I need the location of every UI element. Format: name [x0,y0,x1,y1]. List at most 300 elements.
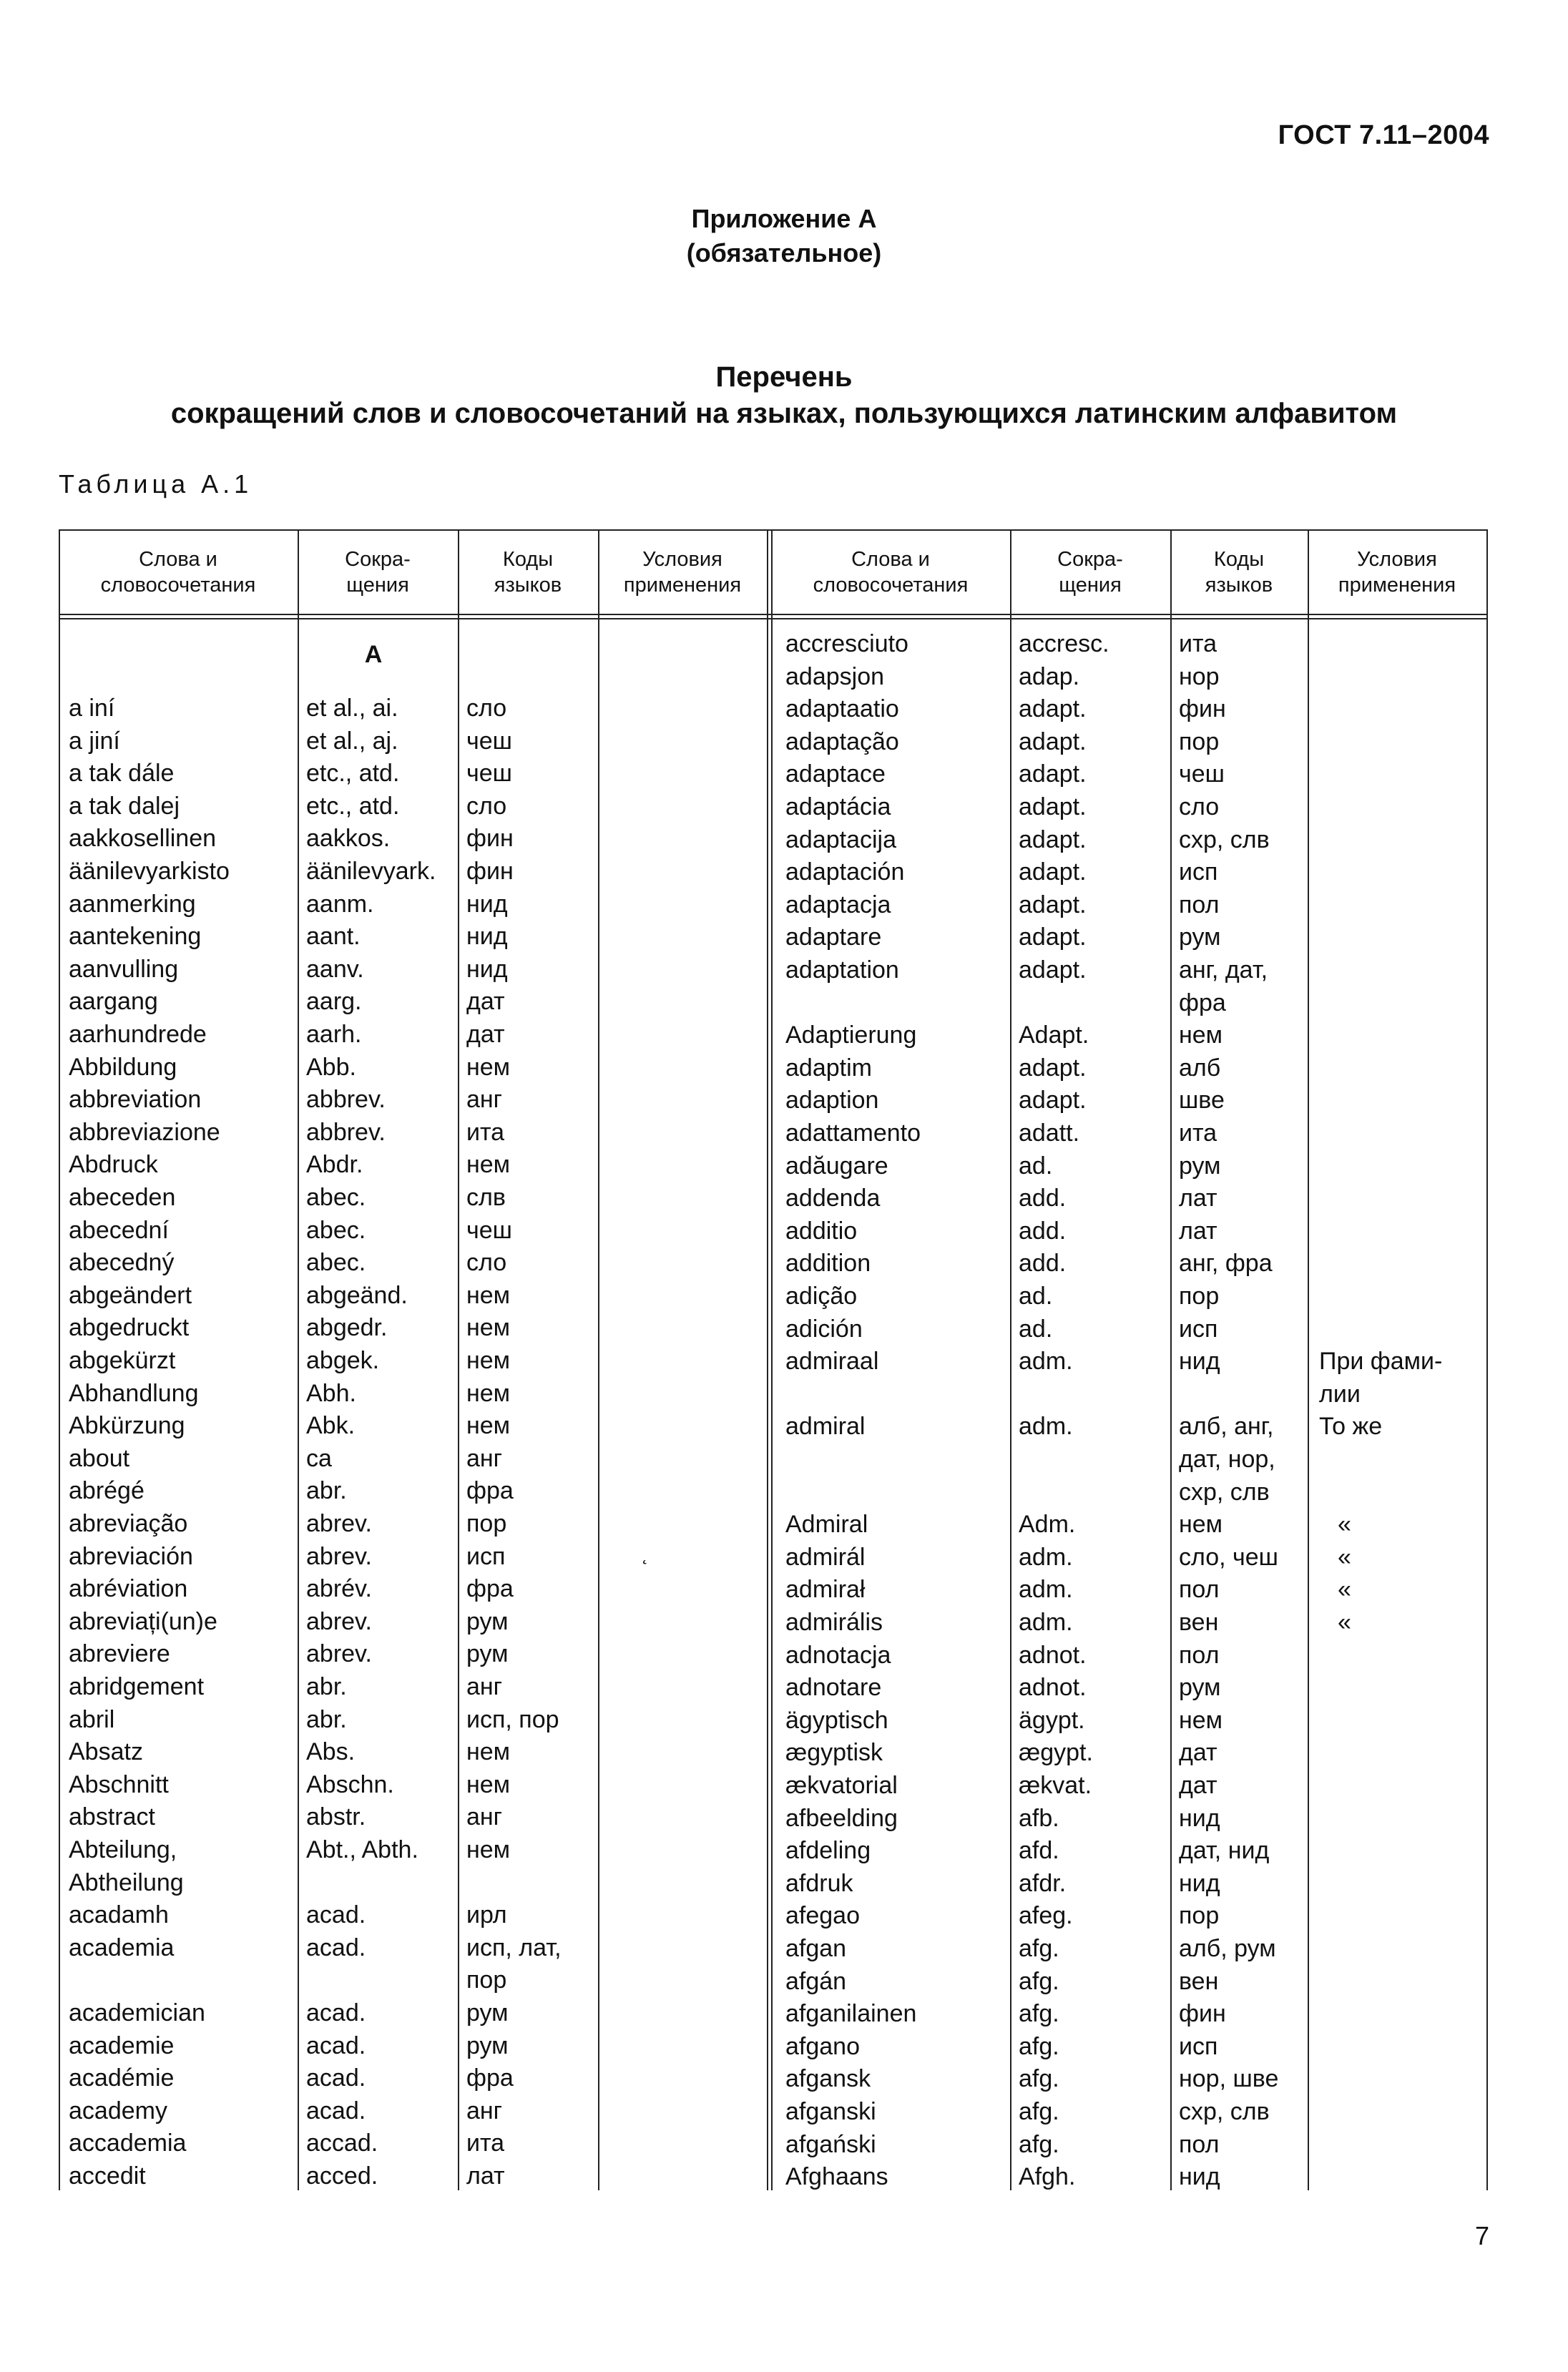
abbreviation-cell: acad. [306,2064,366,2092]
header-bottom-border [59,614,1488,615]
page-number: 7 [1474,2221,1489,2250]
abbreviation-cell: ca [306,1444,332,1472]
column-divider [1486,529,1488,2190]
language-code-cell: фра [1179,989,1226,1016]
abbreviation-cell: adnot. [1019,1641,1087,1669]
word-cell: Abtheilung [69,1868,184,1896]
column-divider [598,685,599,2190]
word-cell: Admiral [785,1511,868,1539]
word-cell: aarhundrede [69,1021,207,1048]
language-code-cell: вен [1179,1609,1219,1636]
abbreviation-cell: abec. [306,1184,366,1211]
language-code-cell: нем [466,1738,511,1766]
abbreviation-cell: etc., atd. [306,792,400,820]
word-cell: afganski [785,2098,876,2125]
language-code-cell: пор [1179,727,1220,755]
word-cell: aanvulling [69,955,179,983]
abbreviation-cell: adm. [1019,1543,1073,1571]
word-cell: adaptation [785,956,899,984]
abbreviation-cell: adapt. [1019,858,1087,886]
language-code-cell: фра [466,2064,514,2092]
word-cell: afbeelding [785,1804,898,1832]
word-cell: adición [785,1315,863,1343]
language-code-cell: нид [466,923,508,951]
abbreviation-cell: abstr. [306,1803,366,1831]
language-code-cell: нем [466,1412,511,1440]
abbreviation-cell: adatt. [1019,1119,1080,1147]
abbreviation-cell: adnot. [1019,1674,1087,1702]
word-cell: adaptace [785,760,886,788]
word-cell: afdruk [785,1869,853,1897]
language-code-cell: сло [466,792,507,820]
word-cell: aantekening [69,923,202,951]
abbreviation-cell: adapt. [1019,956,1087,984]
word-cell: aanmerking [69,890,196,918]
language-code-cell: нид [466,955,508,983]
language-code-cell: чеш [466,727,512,755]
language-code-cell: нем [1179,1511,1223,1539]
word-cell: about [69,1444,130,1472]
table-top-border [59,529,1488,531]
language-code-cell: нем [466,1314,511,1342]
word-cell: a tak dalej [69,792,180,820]
word-cell: abbreviation [69,1086,202,1114]
abbreviation-cell: acad. [306,1934,366,1961]
abbreviation-cell: ad. [1019,1283,1053,1310]
language-code-cell: пол [1179,891,1220,918]
word-cell: afdeling [785,1837,871,1865]
abbreviation-cell: abrév. [306,1575,372,1603]
language-code-cell: пол [1179,1641,1220,1669]
word-cell: addenda [785,1185,881,1212]
language-code-cell: анг [466,2097,503,2124]
header-conditions: Условия применения [623,548,742,597]
language-code-cell: нор [1179,662,1220,690]
abbreviation-cell: abrev. [306,1542,372,1570]
language-code-cell: чеш [466,1216,512,1244]
abbreviation-cell: abbrev. [306,1086,386,1114]
abbreviation-cell: adm. [1019,1413,1073,1441]
language-code-cell: рум [466,2032,509,2059]
language-code-cell: алб, рум [1179,1935,1276,1962]
language-code-cell: пор [1179,1902,1220,1930]
language-code-cell: исп [1179,2032,1218,2060]
word-cell: abbreviazione [69,1118,220,1146]
language-code-cell: нем [1179,1706,1223,1734]
word-cell: abgedruckt [69,1314,190,1342]
abbreviation-cell: adapt. [1019,891,1087,918]
language-code-cell: дат [466,988,505,1016]
word-cell: adaptim [785,1054,872,1082]
appendix-title: Приложение А [691,204,877,233]
language-code-cell: схр, слв [1179,1478,1270,1506]
language-code-cell: дат [1179,1772,1217,1799]
column-divider [767,529,768,2190]
header-words-2: Слова и словосочетания [813,548,969,597]
word-cell: adaptare [785,923,882,951]
word-cell: admirális [785,1609,883,1636]
abbreviation-cell: afg. [1019,2098,1059,2125]
abbreviation-cell: add. [1019,1217,1067,1245]
language-code-cell: нем [466,1770,511,1798]
language-code-cell: рум [1179,1152,1221,1180]
column-divider [298,529,299,2190]
abbreviation-cell: afg. [1019,2000,1059,2028]
condition-cell: То же [1319,1413,1383,1441]
language-code-cell: вен [1179,1967,1219,1995]
word-cell: academia [69,1934,175,1961]
word-cell: aargang [69,988,158,1016]
column-divider [1010,529,1011,2190]
header-bottom-border-double [59,618,1488,619]
language-code-cell: нид [466,890,508,918]
language-code-cell: анг [466,1803,503,1831]
abbreviation-cell: aakkos. [306,825,391,853]
word-cell: academy [69,2097,167,2124]
language-code-cell: фин [466,858,514,885]
condition-cell: « [1338,1511,1351,1539]
word-cell: abridgement [69,1673,205,1700]
language-code-cell: алб [1179,1054,1221,1082]
column-divider-double [771,529,773,2190]
language-code-cell: чеш [466,760,512,788]
abbreviation-cell: acad. [306,2097,366,2124]
word-cell: afgán [785,1967,847,1995]
word-cell: adapsjon [785,662,885,690]
abbreviation-cell: afb. [1019,1804,1059,1832]
word-cell: Abhandlung [69,1379,199,1407]
language-code-cell: фин [1179,695,1226,723]
language-code-cell: фра [466,1477,514,1505]
word-cell: afgański [785,2130,876,2158]
word-cell: abreviação [69,1510,188,1537]
word-cell: adaptacja [785,891,891,918]
abbreviation-cell: add. [1019,1185,1067,1212]
word-cell: académie [69,2064,175,2092]
abbreviation-cell: ækvat. [1019,1772,1092,1799]
abbreviation-cell: adapt. [1019,793,1087,820]
word-cell: additio [785,1217,858,1245]
section-letter: А [364,641,383,668]
language-code-cell: нем [466,1347,511,1374]
language-code-cell: ита [1179,1119,1217,1147]
word-cell: Abschnitt [69,1770,169,1798]
word-cell: afganilainen [785,2000,917,2028]
word-cell: Adaptierung [785,1021,917,1049]
abbreviation-cell: afg. [1019,2130,1059,2158]
abbreviation-cell: aanv. [306,955,364,983]
abbreviation-cell: adapt. [1019,1054,1087,1082]
abbreviation-cell: adapt. [1019,923,1087,951]
word-cell: ægyptisk [785,1739,883,1767]
abbreviation-cell: etc., atd. [306,760,400,788]
word-cell: abeceden [69,1184,176,1211]
table-label: Таблица А.1 [59,469,253,499]
language-code-cell: исп, пор [466,1705,559,1733]
header-conditions-2: Условия применения [1338,548,1456,597]
abbreviation-cell: abgeänd. [306,1281,408,1309]
condition-cell: лии [1319,1380,1361,1408]
language-code-cell: фин [1179,2000,1226,2028]
word-cell: academician [69,1999,205,2027]
language-code-cell: нор, шве [1179,2065,1279,2093]
language-code-cell: фра [466,1575,514,1603]
abbreviation-cell: acced. [306,2162,378,2190]
language-code-cell: исп [1179,1315,1218,1343]
language-code-cell: ита [466,1118,505,1146]
abbreviation-cell: Adapt. [1019,1021,1089,1049]
language-code-cell: анг, фра [1179,1250,1273,1278]
abbreviation-cell: Abb. [306,1053,356,1081]
condition-cell: « [1338,1543,1351,1571]
word-cell: admirál [785,1543,866,1571]
language-code-cell: дат, нид [1179,1837,1270,1865]
abbreviation-cell: Abschn. [306,1770,394,1798]
language-code-cell: нем [466,1836,511,1863]
word-cell: abril [69,1705,115,1733]
language-code-cell: исп [466,1542,506,1570]
language-code-cell: рум [1179,1674,1221,1702]
word-cell: afgansk [785,2065,871,2093]
word-cell: adição [785,1283,858,1310]
abbreviation-cell: adm. [1019,1609,1073,1636]
word-cell: afgan [785,1935,847,1962]
word-cell: abreviați(un)e [69,1607,217,1635]
abbreviation-cell: et al., aj. [306,727,398,755]
word-cell: academie [69,2032,175,2059]
word-cell: abrégé [69,1477,144,1505]
abbreviation-cell: abbrev. [306,1118,386,1146]
abbreviation-cell: add. [1019,1250,1067,1278]
abbreviation-cell: aant. [306,923,361,951]
abbreviation-cell: aarg. [306,988,362,1016]
language-code-cell: сло [466,695,507,722]
word-cell: äänilevyarkisto [69,858,230,885]
abbreviation-cell: aarh. [306,1021,362,1048]
language-code-cell: анг [466,1673,503,1700]
language-code-cell: анг [466,1444,503,1472]
language-code-cell: алб, анг, [1179,1413,1274,1441]
word-cell: abgeändert [69,1281,192,1309]
abbreviation-cell: Abt., Abth. [306,1836,418,1863]
word-cell: adaptaatio [785,695,899,723]
abbreviation-cell: abr. [306,1673,347,1700]
language-code-cell: нем [1179,1021,1223,1049]
word-cell: Abbildung [69,1053,177,1081]
abbreviation-cell: abec. [306,1249,366,1277]
abbreviation-cell: Afgh. [1019,2163,1076,2191]
word-cell: abreviere [69,1640,170,1668]
abbreviation-cell: abr. [306,1477,347,1505]
language-code-cell: пол [1179,1576,1220,1604]
abbreviation-cell: adapt. [1019,760,1087,788]
column-divider [59,529,60,2190]
word-cell: acadamh [69,1901,169,1929]
language-code-cell: схр, слв [1179,2098,1270,2125]
abbreviation-cell: abrev. [306,1510,372,1537]
language-code-cell: нид [1179,1348,1220,1376]
word-cell: adaptação [785,727,899,755]
language-code-cell: пор [1179,1283,1220,1310]
word-cell: Afghaans [785,2163,888,2191]
standard-code: ГОСТ 7.11–2004 [1278,120,1489,150]
word-cell: abréviation [69,1575,188,1603]
language-code-cell: нем [466,1053,511,1081]
language-code-cell: слв [466,1184,506,1211]
language-code-cell: нид [1179,1804,1220,1832]
abbreviation-cell: afg. [1019,1935,1059,1962]
word-cell: Absatz [69,1738,143,1766]
language-code-cell: сло [1179,793,1220,820]
language-code-cell: сло, чеш [1179,1543,1278,1571]
abbreviation-cell: ægypt. [1019,1739,1093,1767]
language-code-cell: чеш [1179,760,1225,788]
language-code-cell: шве [1179,1087,1225,1114]
word-cell: afgano [785,2032,860,2060]
language-code-cell: анг, дат, [1179,956,1268,984]
word-cell: admiral [785,1413,866,1441]
abbreviation-cell: afeg. [1019,1902,1073,1930]
word-cell: Abdruck [69,1151,158,1179]
language-code-cell: лат [1179,1217,1217,1245]
abbreviation-cell: abr. [306,1705,347,1733]
appendix-status: (обязательное) [686,238,882,268]
language-code-cell: лат [1179,1185,1217,1212]
word-cell: a iní [69,695,115,722]
word-cell: accedit [69,2162,146,2190]
header-words: Слова и словосочетания [100,548,256,597]
abbreviation-cell: adapt. [1019,1087,1087,1114]
word-cell: a tak dále [69,760,175,788]
header-abbreviations: Сокра- щения [345,548,411,597]
word-cell: abecední [69,1216,169,1244]
stray-mark: ˛ [642,1543,649,1564]
abbreviation-cell: abrev. [306,1640,372,1668]
abbreviation-cell: acad. [306,2032,366,2059]
abbreviation-cell: accresc. [1019,630,1109,657]
language-code-cell: схр, слв [1179,825,1270,853]
word-cell: ägyptisch [785,1706,888,1734]
language-code-cell: дат [1179,1739,1217,1767]
word-cell: a jiní [69,727,120,755]
column-divider [1308,529,1309,2190]
abbreviation-cell: afg. [1019,1967,1059,1995]
word-cell: aakkosellinen [69,825,217,853]
abbreviation-cell: ad. [1019,1152,1053,1180]
language-code-cell: анг [466,1086,503,1114]
abbreviation-cell: ad. [1019,1315,1053,1343]
language-code-cell: нем [466,1151,511,1179]
language-code-cell: рум [466,1607,509,1635]
abbreviation-cell: adapt. [1019,695,1087,723]
word-cell: adaptácia [785,793,891,820]
column-divider [458,529,459,2190]
language-code-cell: дат [466,1021,505,1048]
language-code-cell: ита [1179,630,1217,657]
abbreviation-cell: adm. [1019,1576,1073,1604]
abbreviation-cell: abgek. [306,1347,380,1374]
abbreviations-table [59,529,1488,2190]
language-code-cell: нид [1179,1869,1220,1897]
abbreviation-cell: afg. [1019,2065,1059,2093]
word-cell: abecedný [69,1249,175,1277]
abbreviation-cell: acad. [306,1901,366,1929]
language-code-cell: пор [466,1510,507,1537]
language-code-cell: нем [466,1379,511,1407]
language-code-cell: фин [466,825,514,853]
abbreviation-cell: abgedr. [306,1314,388,1342]
abbreviation-cell: adap. [1019,662,1080,690]
word-cell: accresciuto [785,630,908,657]
word-cell: Abteilung, [69,1836,177,1863]
language-code-cell: пол [1179,2130,1220,2158]
language-code-cell: рум [466,1640,509,1668]
abbreviation-cell: afdr. [1019,1869,1067,1897]
word-cell: admiraal [785,1348,879,1376]
language-code-cell: нид [1179,2163,1220,2191]
word-cell: abstract [69,1803,155,1831]
language-code-cell: пор [466,1966,507,1994]
word-cell: adaption [785,1087,879,1114]
abbreviation-cell: Abk. [306,1412,356,1440]
abbreviation-cell: Adm. [1019,1511,1076,1539]
language-code-cell: сло [466,1249,507,1277]
abbreviation-cell: ägypt. [1019,1706,1085,1734]
list-subtitle: сокращений слов и словосочетаний на языках, пользующихся латинским алфавитом [170,398,1398,429]
language-code-cell: лат [466,2162,505,2190]
word-cell: adnotare [785,1674,882,1702]
word-cell: afegao [785,1902,860,1930]
abbreviation-cell: acad. [306,1999,366,2027]
abbreviation-cell: Abdr. [306,1151,363,1179]
abbreviation-cell: et al., ai. [306,695,398,722]
header-abbreviations-2: Сокра- щения [1057,548,1123,597]
word-cell: adaptacija [785,825,897,853]
abbreviation-cell: abrev. [306,1607,372,1635]
word-cell: abgekürzt [69,1347,176,1374]
word-cell: Abkürzung [69,1412,185,1440]
header-language-codes: Коды языков [494,548,562,597]
column-divider [1170,529,1172,2190]
list-title: Перечень [715,361,853,393]
abbreviation-cell: afd. [1019,1837,1059,1865]
word-cell: addition [785,1250,871,1278]
language-code-cell: нем [466,1281,511,1309]
language-code-cell: рум [1179,923,1221,951]
condition-cell: « [1338,1576,1351,1604]
abbreviation-cell: aanm. [306,890,374,918]
language-code-cell: исп [1179,858,1218,886]
word-cell: adnotacja [785,1641,891,1669]
word-cell: adaptación [785,858,905,886]
abbreviation-cell: äänilevyark. [306,858,436,885]
language-code-cell: ирл [466,1901,507,1929]
header-language-codes-2: Коды языков [1205,548,1273,597]
abbreviation-cell: afg. [1019,2032,1059,2060]
language-code-cell: ита [466,2130,505,2157]
abbreviation-cell: Abs. [306,1738,356,1766]
word-cell: adattamento [785,1119,921,1147]
condition-cell: « [1338,1609,1351,1636]
abbreviation-cell: adm. [1019,1348,1073,1376]
abbreviation-cell: adapt. [1019,727,1087,755]
word-cell: accademia [69,2130,187,2157]
abbreviation-cell: accad. [306,2130,378,2157]
language-code-cell: исп, лат, [466,1934,562,1961]
language-code-cell: рум [466,1999,509,2027]
condition-cell: При фами- [1319,1348,1443,1376]
word-cell: adăugare [785,1152,888,1180]
